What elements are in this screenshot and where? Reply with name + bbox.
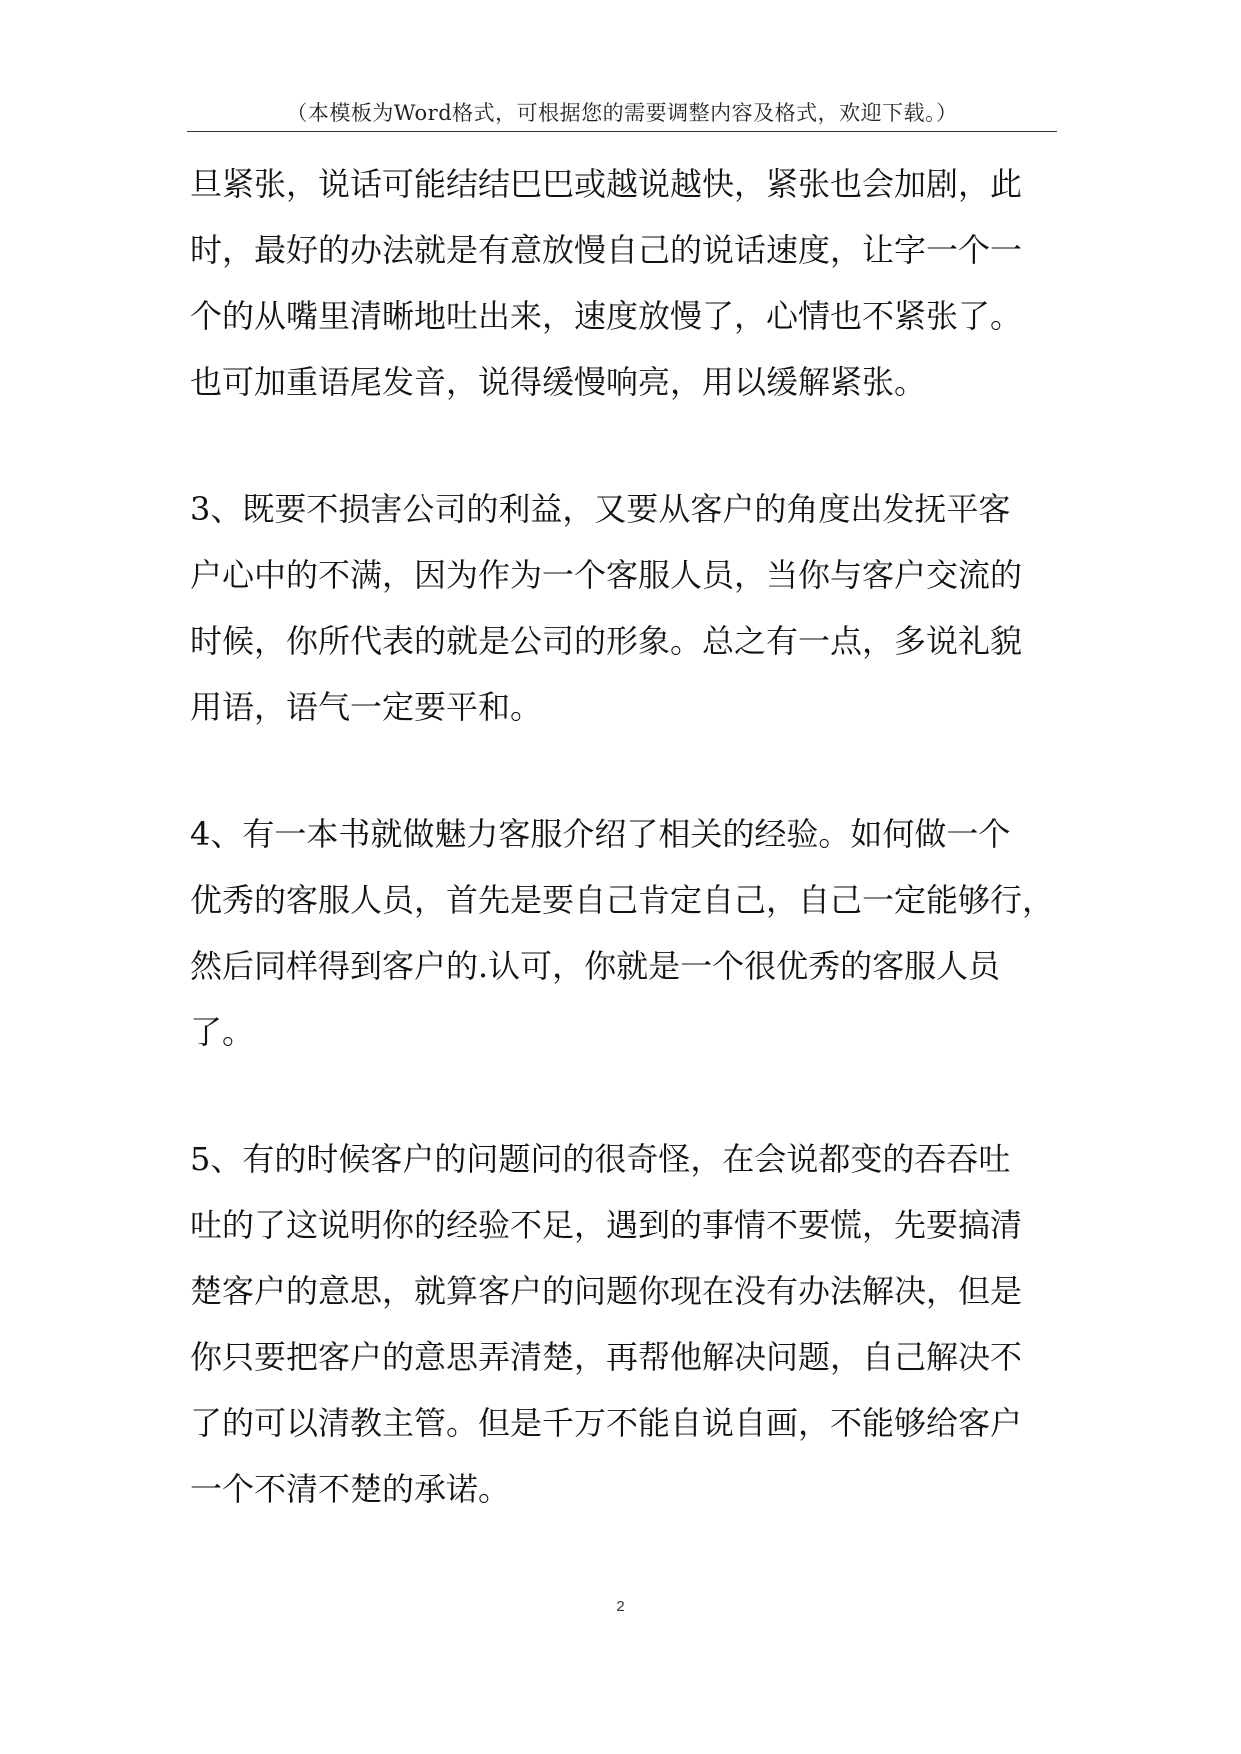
text-line: 了的可以清教主管。但是千万不能自说自画，不能够给客户 [190,1404,1023,1442]
text-line: 一个不清不楚的承诺。 [190,1470,511,1508]
text-line: 吐的了这说明你的经验不足，遇到的事情不要慌，先要搞清 [190,1206,1023,1244]
text-line: 优秀的客服人员，首先是要自己肯定自己，自己一定能够行， [190,881,1055,919]
page-header-note: （本模板为Word格式，可根据您的需要调整内容及格式，欢迎下载。） [286,101,958,125]
paragraph-item-5 [190,1126,1080,1522]
text-line: 时，最好的办法就是有意放慢自己的说话速度，让字一个一 [190,231,1023,269]
text-line: 3、既要不损害公司的利益，又要从客户的角度出发抚平客 [190,490,1011,528]
text-line: 用语，语气一定要平和。 [190,688,543,726]
paragraph-continuation [190,151,1080,415]
text-line: 楚客户的意思，就算客户的问题你现在没有办法解决，但是 [190,1272,1023,1310]
text-line: 了。 [190,1013,255,1051]
paragraph-item-3 [190,476,1080,740]
text-line: 也可加重语尾发音，说得缓慢响亮，用以缓解紧张。 [190,363,927,401]
text-line: 4、有一本书就做魅力客服介绍了相关的经验。如何做一个 [190,815,1011,853]
text-line: 时候，你所代表的就是公司的形象。总之有一点，多说礼貌 [190,622,1023,660]
page-number: 2 [616,1598,625,1615]
text-line: 5、有的时候客户的问题问的很奇怪，在会说都变的吞吞吐 [190,1140,1011,1178]
text-line: 旦紧张，说话可能结结巴巴或越说越快，紧张也会加剧，此 [190,165,1023,203]
text-line: 你只要把客户的意思弄清楚，再帮他解决问题，自己解决不 [190,1338,1023,1376]
text-line: 然后同样得到客户的.认可，你就是一个很优秀的客服人员 [190,947,1001,985]
header-divider [187,131,1057,132]
text-line: 个的从嘴里清晰地吐出来，速度放慢了，心情也不紧张了。 [190,297,1023,335]
paragraph-item-4 [190,801,1080,1065]
text-line: 户心中的不满，因为作为一个客服人员，当你与客户交流的 [190,556,1023,594]
